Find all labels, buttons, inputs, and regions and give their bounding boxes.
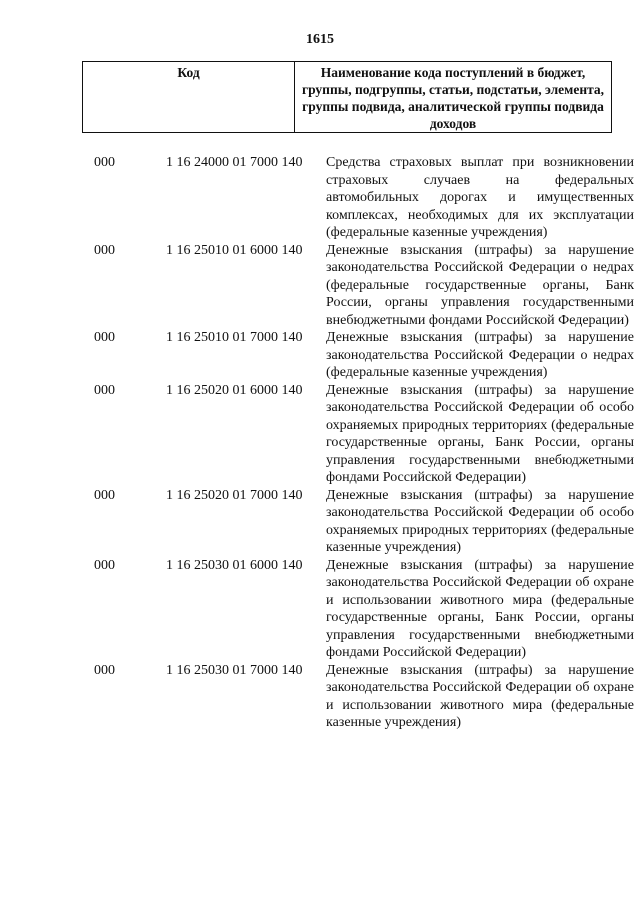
table-row xyxy=(0,329,640,382)
table-row xyxy=(0,154,640,242)
header-name: Наименование кода поступлений в бюджет, группы, подгруппы, статьи, подстатьи, элемента, группы подвида, аналитической группы подвида доходов xyxy=(295,62,612,133)
revenue-code: 1 16 25010 01 6000 140 xyxy=(166,242,303,258)
page-number: 1615 xyxy=(306,32,334,47)
admin-code: 000 xyxy=(94,242,115,258)
revenue-name: Денежные взыскания (штрафы) за нарушение законодательства Российской Федерации об охране и использовании животного мира (федеральные государственные органы, Банк России, органы управления государственными внебюджетными фондами Российской Федерации) xyxy=(326,557,634,660)
revenue-name: Денежные взыскания (штрафы) за нарушение законодательства Российской Федерации об охране и использовании животного мира (федеральные казенные учреждения) xyxy=(326,662,634,730)
revenue-code: 1 16 25020 01 7000 140 xyxy=(166,487,303,503)
admin-code: 000 xyxy=(94,382,115,398)
revenue-code: 1 16 24000 01 7000 140 xyxy=(166,155,303,170)
header-code: Код xyxy=(83,62,295,133)
admin-code: 000 xyxy=(94,662,115,678)
revenue-code: 1 16 25020 01 6000 140 xyxy=(166,382,303,398)
table-row xyxy=(0,557,640,662)
admin-code: 000 xyxy=(94,557,115,573)
revenue-code: 1 16 25030 01 6000 140 xyxy=(166,557,303,573)
admin-code: 000 xyxy=(94,330,115,345)
table-body xyxy=(0,154,640,732)
table-row xyxy=(0,242,640,330)
revenue-name: Денежные взыскания (штрафы) за нарушение законодательства Российской Федерации об особо охраняемых природных территориях (федеральные государственные органы, Банк России, органы управления государственными внебюджетными фондами Российской Федерации) xyxy=(326,382,634,485)
revenue-code: 1 16 25010 01 7000 140 xyxy=(166,330,303,345)
revenue-name: Денежные взыскания (штрафы) за нарушение законодательства Российской Федерации о недрах (федеральные государственные органы, Банк России, органы управления государственными внебюджетными фондами Российской Федерации) xyxy=(326,242,634,328)
admin-code: 000 xyxy=(94,487,115,503)
table-row xyxy=(0,662,640,732)
table-header xyxy=(82,61,612,133)
revenue-name: Денежные взыскания (штрафы) за нарушение законодательства Российской Федерации об особо охраняемых природных территориях (федеральные казенные учреждения) xyxy=(326,487,634,555)
admin-code: 000 xyxy=(94,155,115,170)
table-row xyxy=(0,487,640,557)
revenue-code: 1 16 25030 01 7000 140 xyxy=(166,662,303,678)
table-row xyxy=(0,382,640,487)
revenue-name: Денежные взыскания (штрафы) за нарушение законодательства Российской Федерации о недрах (федеральные казенные учреждения) xyxy=(326,330,634,380)
revenue-name: Средства страховых выплат при возникновении страховых случаев на федеральных автомобильных дорогах и имущественных комплексах, необходимых для их эксплуатации (федеральные казенные учреждения) xyxy=(326,155,634,240)
